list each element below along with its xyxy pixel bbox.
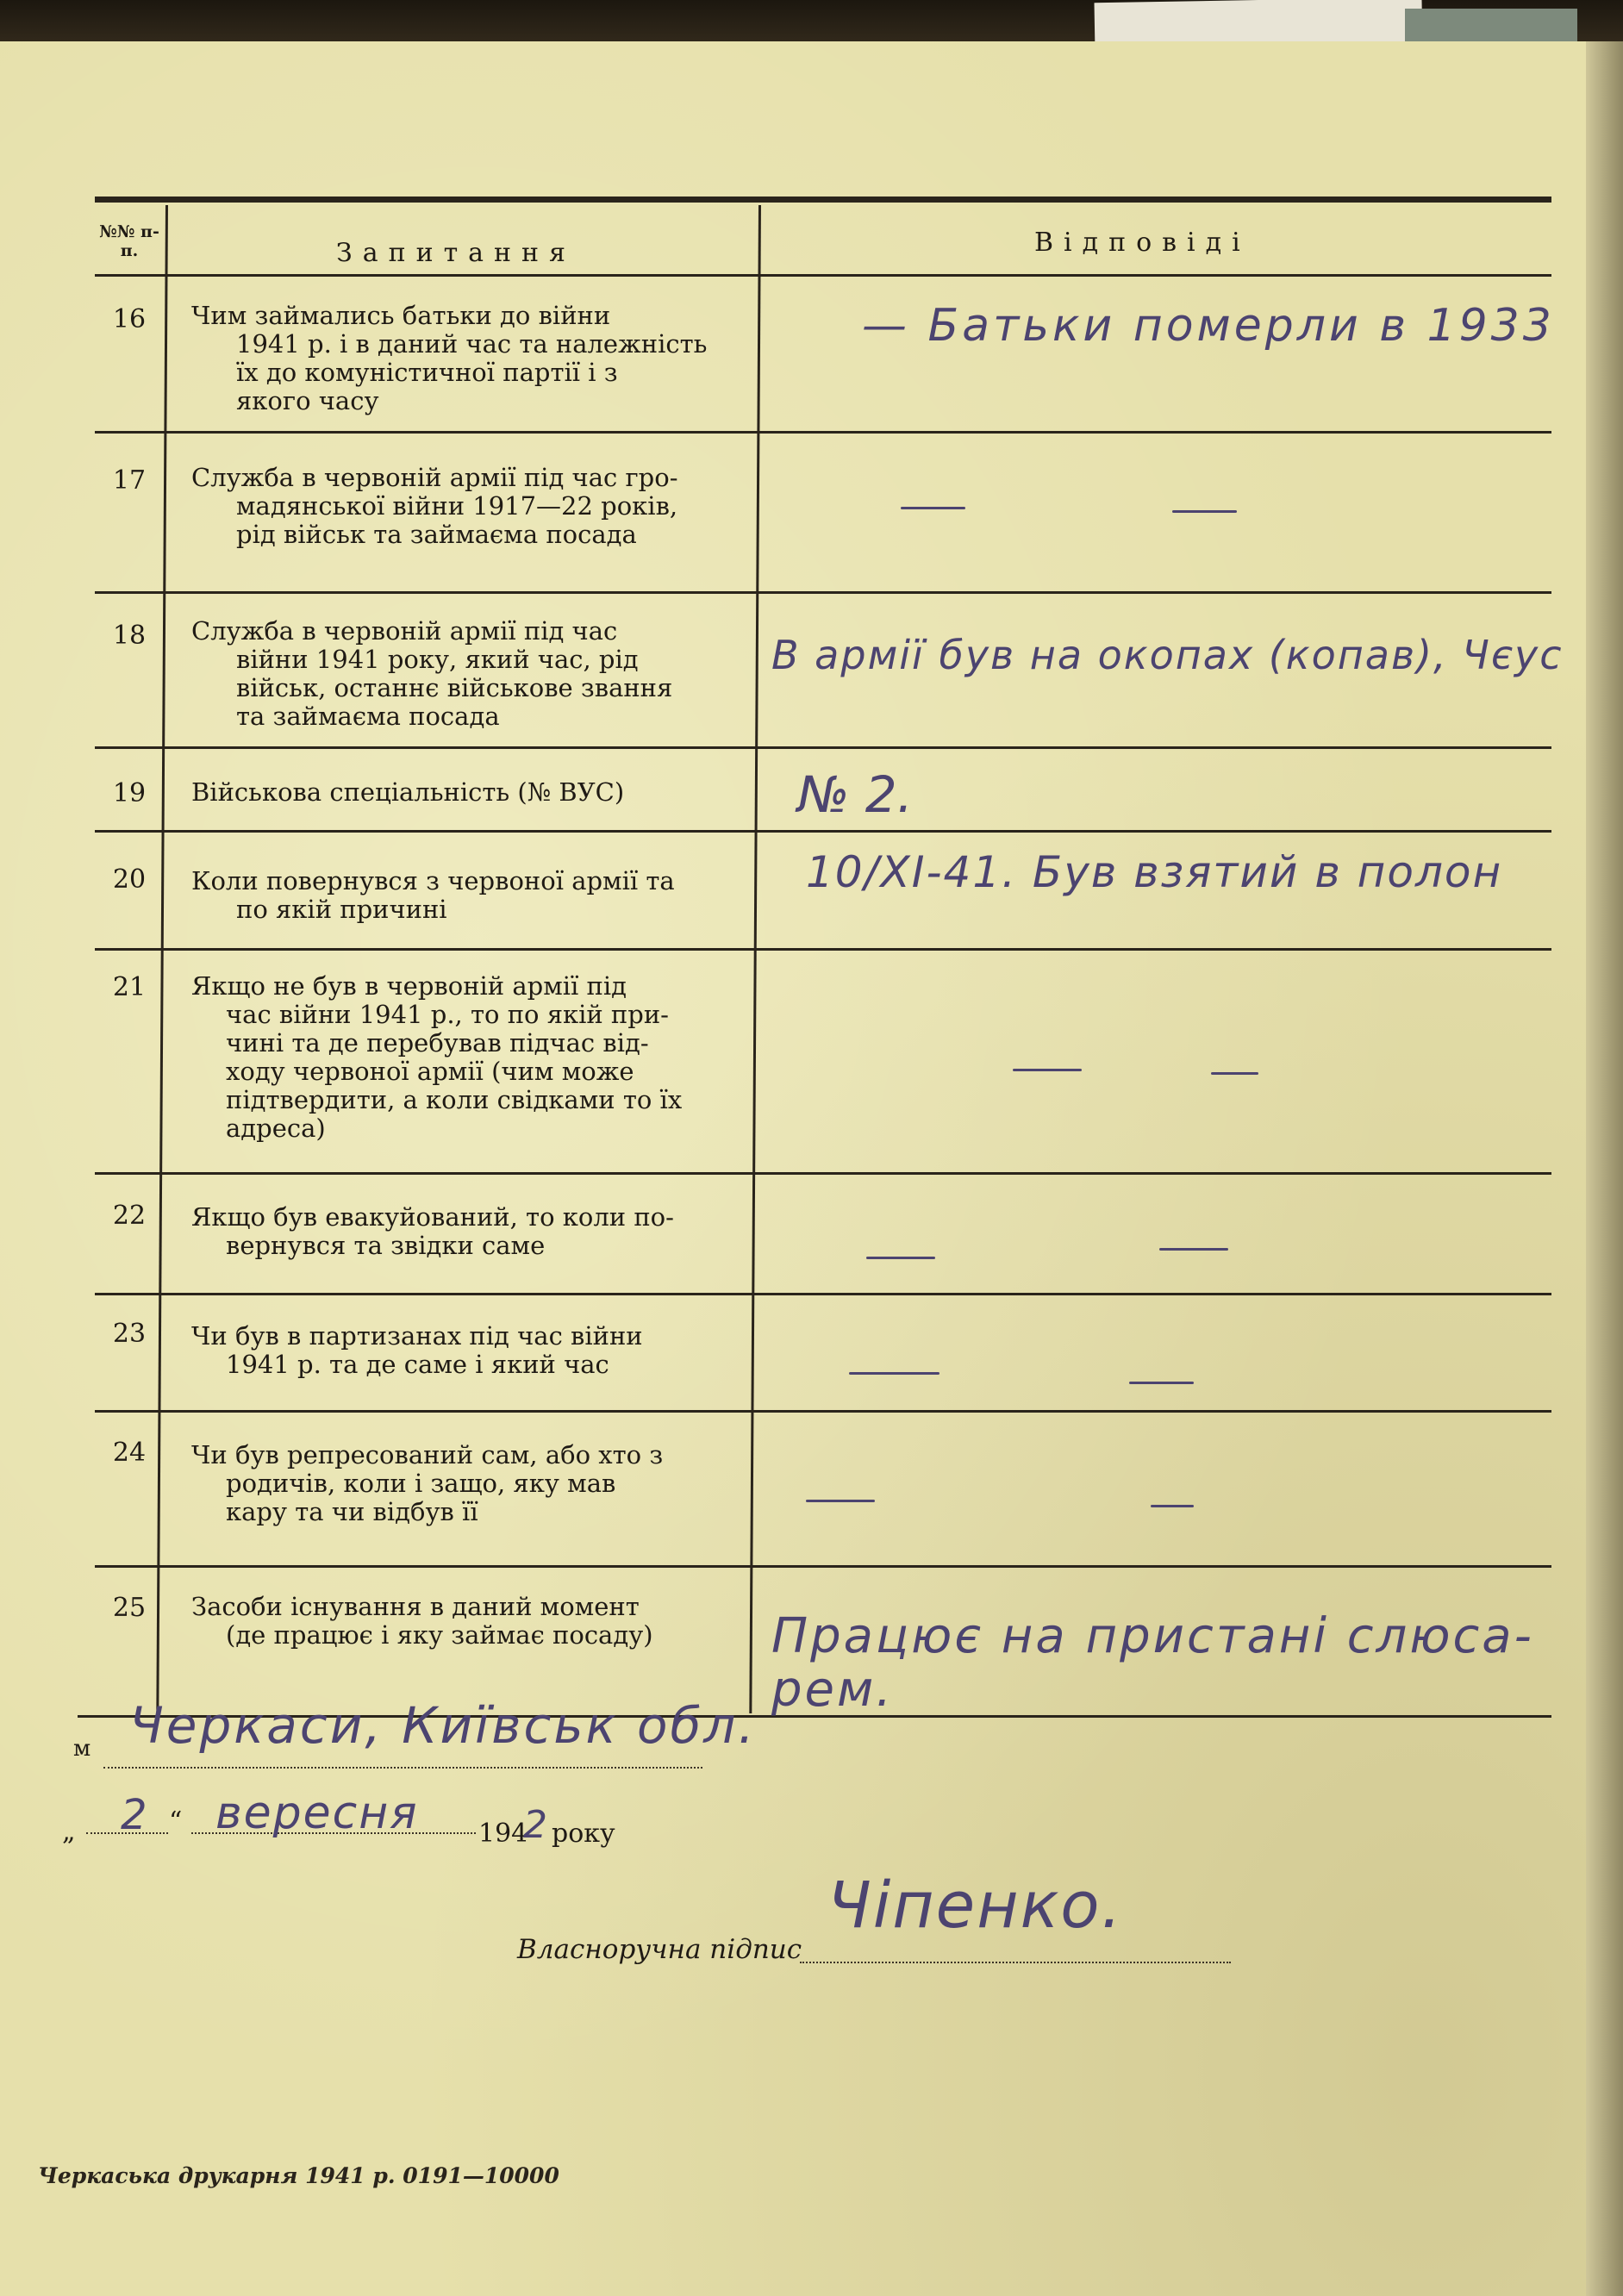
answer-19: № 2. [797, 765, 914, 824]
page-right-edge [1586, 41, 1623, 2296]
answer-24-dash [806, 1500, 875, 1502]
row-17-question: Служба в червоній армії під час гро- мадянської війни 1917—22 років, рід військ та займаєма посада [191, 463, 678, 549]
date-open-quote: „ [62, 1817, 76, 1847]
row-19-number: 19 [112, 778, 147, 808]
header-bottom-rule [95, 274, 1551, 277]
top-border-rule [95, 197, 1551, 203]
header-question-label: Запитання [336, 238, 576, 268]
date-close-quote: “ [169, 1806, 183, 1837]
row-19-question: Військова спеціальність (№ ВУС) [191, 777, 625, 807]
row-18-question: Служба в червоній армії під час війни 1941 року, який час, рід військ, останнє військове звання та займаєма посада [191, 616, 673, 731]
date-year-prefix: 194 [478, 1819, 528, 1849]
answer-20: 10/XI-41. Був взятий в полон [806, 847, 1503, 897]
row-17-number: 17 [112, 465, 147, 496]
place-value: Черкаси, Київськ обл. [129, 1696, 757, 1755]
place-prefix: м [73, 1736, 91, 1762]
row-23-number: 23 [112, 1319, 147, 1349]
row-25-question: Засоби існування в даний момент (де працює і яку займає посаду) [191, 1592, 653, 1650]
row-16-number: 16 [112, 304, 147, 334]
printer-imprint: Черкаська друкарня 1941 р. 0191—10000 [38, 2163, 559, 2188]
row-24-question: Чи був репресований сам, або хто з родичів, коли і защо, яку мав кару та чи відбув її [191, 1440, 664, 1526]
row-22-number: 22 [112, 1201, 147, 1231]
answer-16: — Батьки померли в 1933 [862, 300, 1555, 352]
row-16-question: Чим займались батьки до війни 1941 р. і в даний час та належність їх до комуністичної партії і з якого часу [191, 301, 708, 415]
row-21-question: Якщо не був в червоній армії під час війни 1941 р., то по якій при- чині та де перебував підчас від- ходу червоної армії (чим може підтвердити, а коли свідками то їх адреса) [191, 971, 683, 1143]
header-answer-label: Відповіді [1034, 228, 1251, 258]
signature-label: Власноручна підпис [517, 1934, 802, 1965]
answer-23-dash [849, 1372, 939, 1375]
answer-18: В армії був на окопах (копав), Чєус [771, 632, 1564, 678]
row-23-question: Чи був в партизанах під час війни 1941 р. та де саме і який час [191, 1321, 643, 1379]
date-year-digit: 2 [523, 1803, 547, 1847]
date-suffix: року [552, 1819, 615, 1849]
row-25-number: 25 [112, 1593, 147, 1623]
date-month: вересня [215, 1788, 419, 1839]
row-22-question: Якщо був евакуйований, то коли по- вернувся та звідки саме [191, 1202, 674, 1260]
answer-22-dash [866, 1257, 935, 1259]
row-20-question: Коли повернувся з червоної армії та по якій причині [191, 866, 675, 924]
signature-value: Чіпенко. [827, 1869, 1124, 1943]
header-number-label: №№ п-п. [99, 222, 159, 260]
date-day: 2 [121, 1791, 147, 1839]
row-24-number: 24 [112, 1438, 147, 1468]
answer-17-dash [901, 507, 965, 509]
row-21-number: 21 [112, 972, 147, 1002]
form-page [0, 41, 1586, 2296]
answer-21-dash [1013, 1069, 1082, 1071]
answer-25: Працює на пристані слюса- рем. [771, 1608, 1534, 1718]
row-18-number: 18 [112, 621, 147, 651]
row-20-number: 20 [112, 864, 147, 895]
